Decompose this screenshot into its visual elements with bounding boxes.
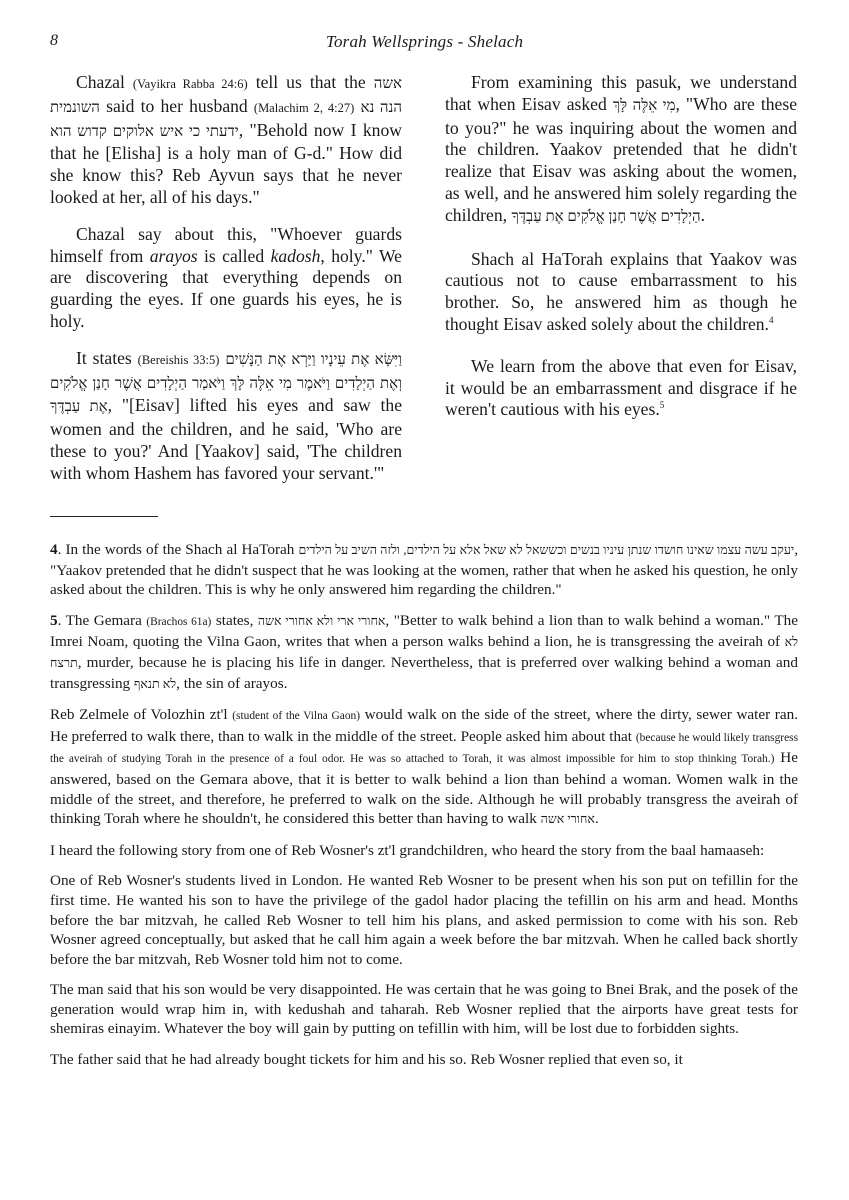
left-paragraph-2: [50, 224, 402, 333]
source-reference: (Brachos 61a): [146, 615, 212, 628]
page-number: 8: [50, 32, 58, 49]
hebrew-quote: אחורי ארי ולא אחורי אשה: [257, 613, 386, 628]
footnote-paragraph-zelmele: [50, 705, 798, 830]
hebrew-quote: הַיְלָדִים אֲשֶׁר חָנַן אֱלֹקִים אֶת עַבְדֶּךָ: [511, 208, 701, 225]
parenthetical-note: (because he would likely transgress the aveirah of studying Torah in the presence of a foul odor. He was so attached to Torah, it was almost impossible for him to stop thinking Torah.): [50, 731, 798, 766]
left-column: [50, 72, 402, 500]
right-paragraph-3: [445, 356, 797, 421]
text-run: Shach al HaTorah explains that Yaakov was cautious not to cause embarrassment to his brother. So, he answered him as though he thought Eisav asked solely about the children.: [445, 248, 797, 334]
left-paragraph-1: [50, 72, 402, 209]
source-reference: (Malachim 2, 4:27): [253, 100, 355, 115]
footnote-5: [50, 611, 798, 694]
text-run: . The Gemara: [57, 611, 147, 629]
footnote-separator-rule: [50, 516, 158, 517]
hebrew-quote: לא תנאף: [133, 676, 177, 691]
text-run: .: [594, 810, 599, 828]
text-run: , "Yaakov pretended that he didn't suspect that he was looking at the women, rather that when he asked his question, he only asked about the children. This is why he only answered him regarding the children.": [50, 541, 798, 599]
right-column: [445, 72, 797, 436]
text-run: Chazal: [76, 72, 133, 92]
footnote-paragraph-father: The father said that he had already bought tickets for him and his so. Reb Wosner replied that even so, it: [50, 1051, 683, 1069]
text-run: said to her husband: [99, 95, 254, 116]
left-paragraph-3: [50, 348, 402, 485]
text-run: states,: [211, 611, 258, 629]
text-run: , murder, because he is placing his life in danger. Nevertheless, that is preferred over walking behind a woman and transgressing: [50, 653, 798, 692]
text-run: .: [700, 204, 706, 225]
text-run: It states: [76, 347, 138, 368]
italic-term: kadosh: [270, 245, 321, 266]
text-run: From examining this pasuk, we understand that when Eisav asked: [445, 72, 797, 114]
text-run: , holy." We are discovering that everything depends on guarding the eyes. If one guards his eyes, he is holy.: [50, 245, 402, 331]
footnote-number: 4: [50, 541, 58, 558]
hebrew-quote: מִי אֵלֶּה לָּךְ: [612, 97, 676, 114]
right-paragraph-1: [445, 72, 797, 229]
hebrew-quote: אשה השונמית: [50, 76, 402, 116]
text-run: He answered, based on the Gemara above, that it is better to walk behind a lion than behind a woman. Women walk in the middle of the street, and therefore, he preferred to walk on the side. Although he will probably transgress the aveirah of thinking Torah where he shouldn't, he considered this better than having to walk: [50, 749, 798, 828]
hebrew-quote: יעקב עשה עצמו שאינו חושדו שנתן עיניו בנשים וכששאל לא שאל אלא על הילדים, ולזה השיב על הילדים: [298, 543, 795, 557]
parenthetical-note: (student of the Vilna Gaon): [232, 710, 360, 723]
text-run: We learn from the above that even for Eisav, it would be an embarrassment and disgrace if he weren't cautious with his eyes.: [445, 355, 797, 420]
footnote-marker[interactable]: 5: [659, 400, 665, 411]
italic-term: arayos: [149, 245, 198, 266]
text-run: . In the words of the Shach al HaTorah: [57, 541, 299, 558]
source-reference: (Vayikra Rabba 24:6): [132, 77, 248, 91]
footnote-paragraph-heard: I heard the following story from one of Reb Wosner's zt'l grandchildren, who heard the story from the baal hamaaseh:: [50, 841, 765, 859]
footnote-paragraph-disappointed: The man said that his son would be very disappointed. He was certain that he was going to Bnei Brak, and the posek of the generation would wrap him in, with kedushah and taharah. Reb Wosner replied that the airports have great tests for shemiras einayim. Whatever the boy will gain by putting on tefillin with him, will be lost due to forbidden sights.: [50, 981, 798, 1038]
hebrew-quote: לא תרצח: [50, 635, 798, 670]
text-run: would walk on the side of the street, where the dirty, sewer water ran. He preferred to walk there, than to walk in the middle of the street. People asked him about that: [50, 706, 798, 745]
text-run: , "Who are these to you?" he was inquiring about the women and the children. Yaakov pretended that he didn't realize that Eisav was asking about the women, as well, and he answered him solely regarding the children,: [445, 93, 798, 225]
hebrew-quote: אחורי אשה: [540, 812, 595, 827]
text-run: tell us that the: [247, 72, 374, 92]
footnote-paragraph-london: One of Reb Wosner's students lived in London. He wanted Reb Wosner to be present when his son put on tefillin for the first time. He wanted his son to have the privilege of the gadol hador placing the tefillin on his arm and head. Months before the bar mitzvah, he called Reb Wosner to tell him his plans, and asked permission to come with his son. Reb Wosner agreed conceptually, but asked that he call him again a week before the bar mitzvah. When he called back shortly before the bar mitzvah, Reb Wosner told him not to come.: [50, 872, 798, 968]
footnotes-section: [50, 540, 798, 1081]
source-reference: (Bereishis 33:5): [137, 352, 220, 367]
hebrew-verse: וַיִּשָּׂא אֶת עֵינָיו וַיַּרְא אֶת הַנָּשִׁים וְאֶת הַיְלָדִים וַיֹּאמֶר מִי אֵלֶּה לָּךְ וַיֹּאמַר הַיְלָדִים אֲשֶׁר חָנַן אֱלֹקִים אֶת עַבְדֶּךָ: [50, 351, 402, 416]
text-run: , "Behold now I know that he [Elisha] is a holy man of G-d." How did she know this? Reb Ayvun says that he never looked at her, all of his days.": [50, 119, 402, 207]
text-run: , the sin of arayos.: [176, 674, 288, 692]
footnote-marker[interactable]: 4: [768, 315, 774, 326]
running-header-title: Torah Wellsprings - Shelach: [325, 32, 524, 51]
text-run: , "Better to walk behind a lion than to walk behind a woman." The Imrei Noam, quoting the Vilna Gaon, writes that when a person walks behind a lion, he is transgressing the aveirah of: [50, 611, 798, 651]
text-run: Chazal say about this, "Whoever guards himself from: [50, 223, 402, 266]
footnote-number: 5: [50, 611, 58, 629]
footnote-4: [50, 540, 798, 600]
text-run: , "[Eisav] lifted his eyes and saw the women and the children, and he said, 'Who are these to you?' And [Yaakov] said, 'The children with whom Hashem has favored your servant.'": [50, 395, 403, 483]
hebrew-quote: הנה נא ידעתי כי איש אלוקים קדוש הוא: [50, 99, 402, 140]
text-run: Reb Zelmele of Volozhin zt'l: [50, 706, 233, 724]
text-run: is called: [197, 245, 271, 266]
right-paragraph-2: [445, 249, 797, 336]
